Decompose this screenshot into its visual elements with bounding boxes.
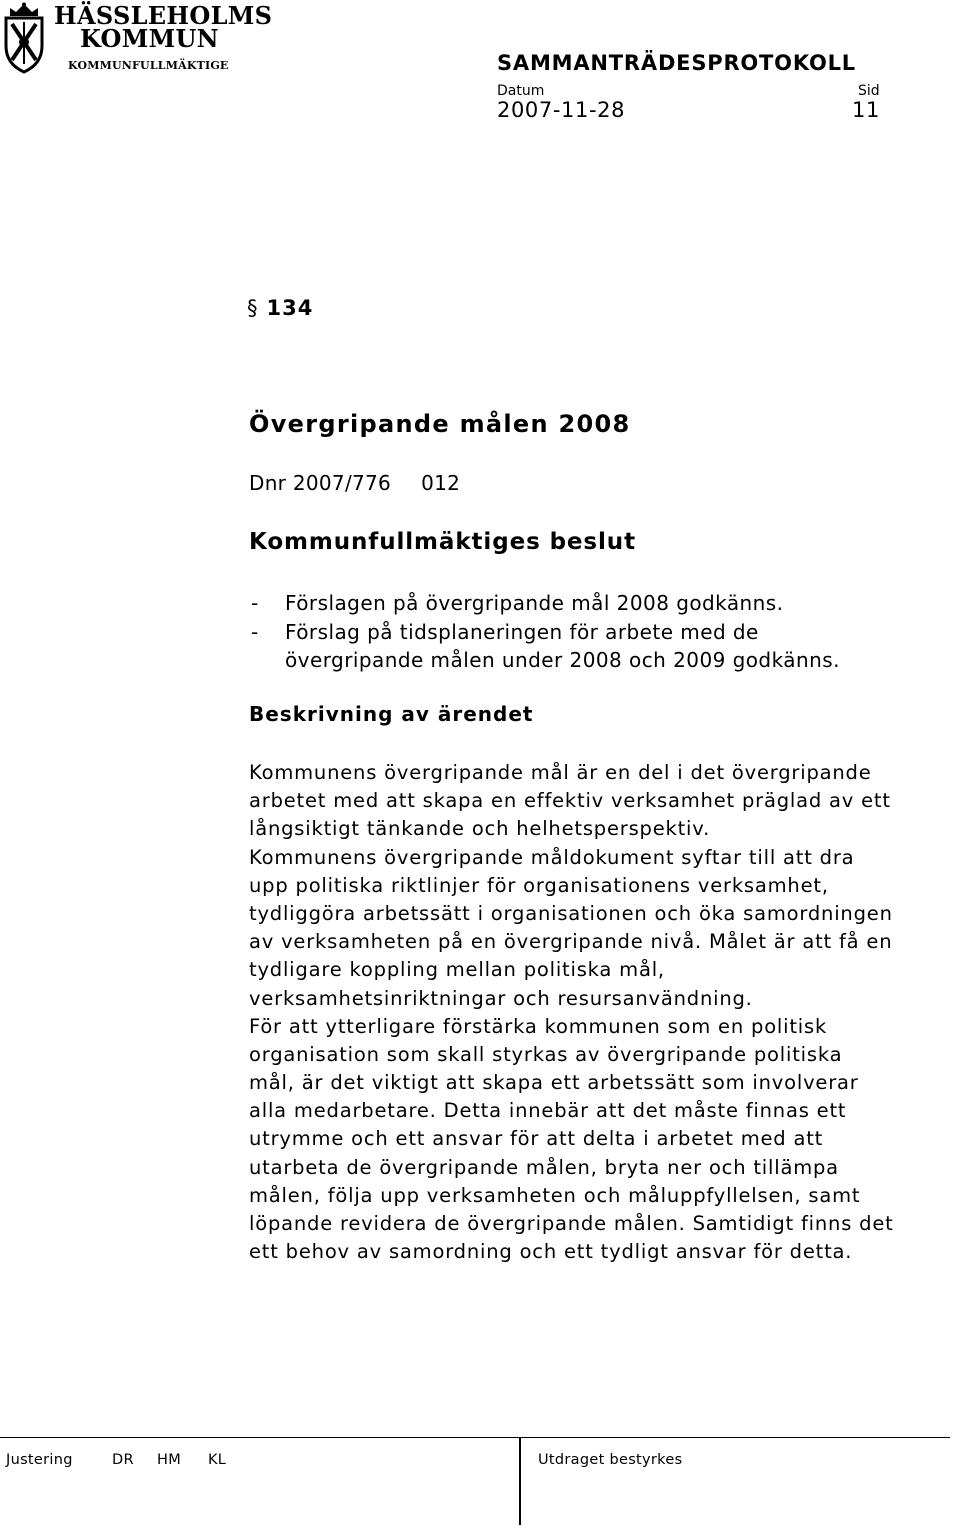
text-line: tydligare koppling mellan politiska mål,	[249, 958, 665, 982]
text-line: upp politiska riktlinjer för organisationens verksamhet,	[249, 873, 829, 897]
text-line: ett behov av samordning och ett tydligt ansvar för detta.	[249, 1240, 853, 1264]
document-type: SAMMANTRÄDESPROTOKOLL	[497, 51, 856, 75]
text-line: utrymme och ett ansvar för att delta i arbetet med att	[249, 1127, 824, 1151]
list-item	[249, 618, 875, 675]
initials-hm: HM	[157, 1452, 182, 1468]
justering-label: Justering	[6, 1452, 73, 1468]
page-label: Sid	[858, 83, 880, 99]
organization-name	[54, 1, 273, 53]
list-item-text: Förslag på tidsplaneringen för arbete med de övergripande målen under 2008 och 2009 godkänns.	[285, 619, 840, 672]
municipality-logo	[2, 1, 273, 78]
decision-list	[249, 589, 875, 675]
meeting-date: 2007-11-28	[497, 98, 626, 122]
list-item-text: Förslagen på övergripande mål 2008 godkänns.	[285, 591, 784, 615]
text-line: Kommunens övergripande måldokument syftar till att dra	[249, 845, 855, 869]
section-symbol: §	[247, 296, 259, 320]
reference-number	[249, 471, 460, 495]
page-title: Övergripande målen 2008	[249, 410, 631, 438]
text-line: arbetet med att skapa en effektiv verksamhet präglad av ett	[249, 789, 891, 813]
description-heading: Beskrivning av ärendet	[249, 702, 534, 726]
date-label: Datum	[497, 83, 545, 99]
organization-subtitle: KOMMUNFULLMÄKTIGE	[68, 59, 229, 72]
list-dash: -	[251, 619, 259, 644]
initials-dr: DR	[112, 1452, 134, 1468]
list-item	[249, 589, 875, 618]
text-line: alla medarbetare. Detta innebär att det måste finnas ett	[249, 1099, 847, 1123]
initials-kl: KL	[208, 1452, 227, 1468]
organization-name-line1: HÄSSLEHOLMS	[54, 1, 273, 30]
text-line: långsiktigt tänkande och helhetsperspektiv.	[249, 817, 711, 841]
municipal-crest-icon	[2, 2, 46, 74]
section-number	[247, 296, 313, 320]
organization-name-line2: KOMMUN	[80, 24, 219, 53]
text-line: verksamhetsinriktningar och resursanvändning.	[249, 986, 753, 1010]
text-line: För att ytterligare förstärka kommunen som en politisk	[249, 1014, 828, 1038]
text-line: organisation som skall styrkas av övergripande politiska	[249, 1042, 843, 1066]
description-body	[249, 759, 960, 1266]
decision-heading: Kommunfullmäktiges beslut	[249, 529, 636, 555]
text-line: Kommunens övergripande mål är en del i det övergripande	[249, 761, 872, 784]
list-dash: -	[251, 591, 259, 615]
footer-column-divider	[519, 1437, 521, 1525]
certified-extract-label: Utdraget bestyrkes	[538, 1452, 683, 1468]
text-line: mål, är det viktigt att skapa ett arbetssätt som involverar	[249, 1071, 859, 1095]
dnr-label: Dnr 2007/776	[249, 471, 392, 495]
text-line: utarbeta de övergripande målen, bryta ner och tillämpa	[249, 1155, 839, 1179]
dnr-code: 012	[421, 471, 461, 495]
text-line: löpande revidera de övergripande målen. Samtidigt finns det	[249, 1212, 894, 1235]
text-line: tydliggöra arbetssätt i organisationen och öka samordningen	[249, 901, 893, 925]
footer-divider	[0, 1437, 950, 1438]
page-number: 11	[852, 98, 880, 122]
text-line: målen, följa upp verksamheten och måluppfyllelsen, samt	[249, 1183, 861, 1207]
text-line: av verksamheten på en övergripande nivå. Målet är att få en	[249, 930, 893, 954]
section-number-value: 134	[266, 296, 314, 320]
